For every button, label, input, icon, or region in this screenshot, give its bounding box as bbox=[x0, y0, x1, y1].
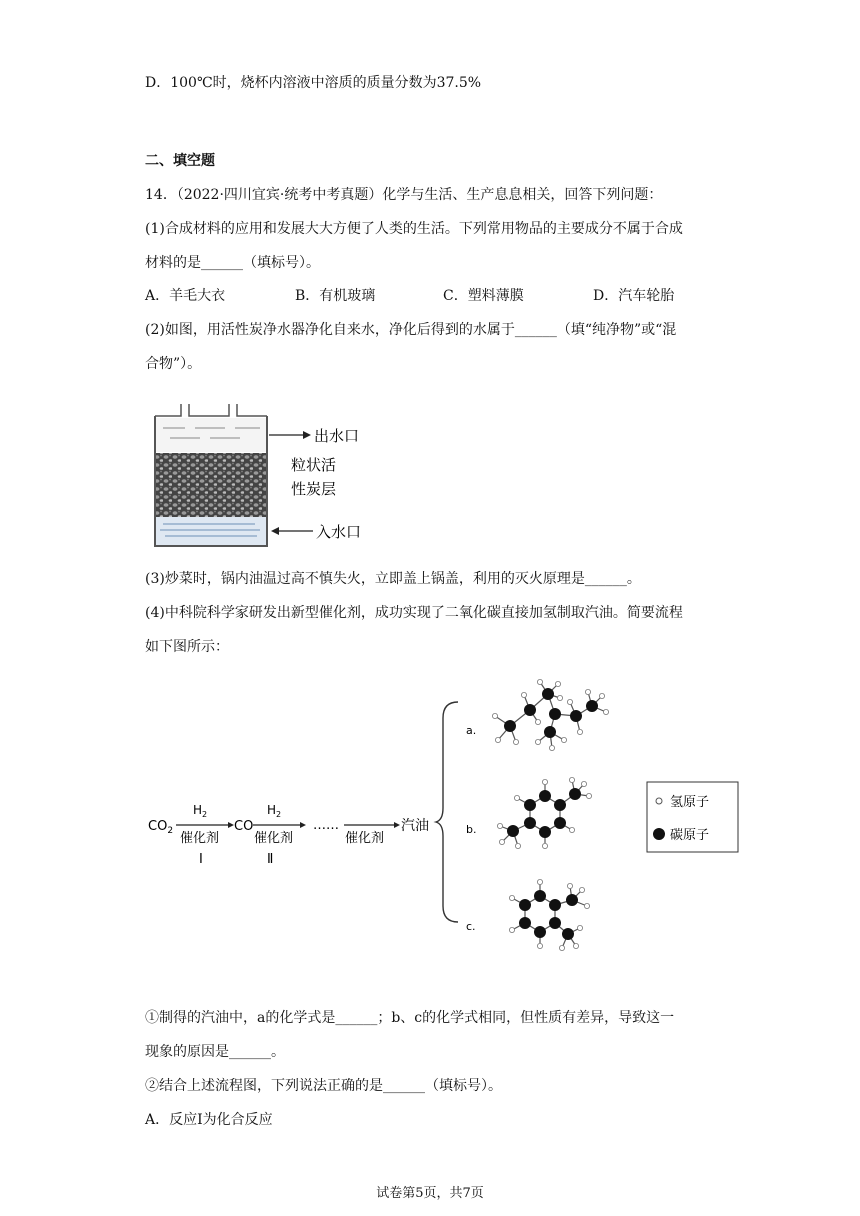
part2-line1: (2)如图，用活性炭净水器净化自来水，净化后得到的水属于______（填“纯净物”或“混 bbox=[145, 322, 677, 338]
carbon-label-line1: 粒状活 bbox=[291, 456, 337, 474]
sub1-line2: 现象的原因是______。 bbox=[145, 1044, 285, 1060]
molecule-c bbox=[512, 882, 587, 948]
legend-hydrogen: 氢原子 bbox=[670, 795, 710, 810]
part1-line2: 材料的是______（填标号）。 bbox=[145, 255, 320, 271]
atom-legend bbox=[647, 782, 738, 852]
molecule-c-label: c. bbox=[466, 920, 476, 933]
inlet-label: 入水口 bbox=[316, 523, 362, 541]
section-title: 二、填空题 bbox=[145, 153, 215, 169]
option-c: C．塑料薄膜 bbox=[443, 288, 524, 304]
part3: (3)炒菜时，锅内油温过高不慎失火，立即盖上锅盖，利用的灭火原理是______。 bbox=[145, 571, 641, 587]
option-d: D．汽车轮胎 bbox=[593, 288, 675, 304]
gasoline-flow-diagram bbox=[140, 670, 750, 990]
catalyst-label-2: 催化剂 bbox=[254, 831, 294, 846]
carbon-atom-icon bbox=[653, 828, 665, 840]
hydrogen-atom-icon bbox=[656, 798, 662, 804]
gasoline-label: 汽油 bbox=[401, 818, 429, 834]
part4-line1: (4)中科院科学家研发出新型催化剂，成功实现了二氧化碳直接加氢制取汽油。简要流程 bbox=[145, 605, 683, 621]
option-a: A．羊毛大衣 bbox=[145, 288, 226, 304]
outlet-label: 出水口 bbox=[314, 427, 360, 445]
step-label-1: Ⅰ bbox=[199, 852, 203, 867]
sub2: ②结合上述流程图，下列说法正确的是______（填标号）。 bbox=[145, 1078, 502, 1094]
part2-line2: 合物”）。 bbox=[145, 356, 202, 372]
co-label: CO bbox=[234, 819, 254, 834]
previous-option-d: D．100℃时，烧杯内溶液中溶质的质量分数为37.5% bbox=[145, 75, 482, 91]
step-label-2: Ⅱ bbox=[267, 852, 274, 867]
molecule-a-label: a. bbox=[466, 724, 477, 737]
carbon-label-line2: 性炭层 bbox=[291, 480, 337, 498]
part4-line2: 如下图所示： bbox=[145, 639, 229, 655]
h2-label-2: $H_2$ bbox=[267, 803, 282, 819]
catalyst-label-1: 催化剂 bbox=[180, 831, 220, 846]
option-b: B．有机玻璃 bbox=[295, 288, 376, 304]
question-header: 14．（2022·四川宜宾·统考中考真题）化学与生活、生产息息相关，回答下列问题： bbox=[145, 187, 663, 203]
ellipsis: …… bbox=[313, 818, 339, 833]
part1-line1: (1)合成材料的应用和发展大大方便了人类的生活。下列常用物品的主要成分不属于合成 bbox=[145, 221, 683, 237]
page-footer: 试卷第5页，共7页 bbox=[376, 1186, 484, 1201]
water-filter-diagram bbox=[145, 398, 405, 558]
h2-label-1: $H_2$ bbox=[193, 803, 208, 819]
sub2-option-a: A．反应Ⅰ为化合反应 bbox=[145, 1112, 273, 1128]
sub1-line1: ①制得的汽油中，a的化学式是______；b、c的化学式相同，但性质有差异，导致这一 bbox=[145, 1010, 675, 1026]
co2-label: $CO_2$ bbox=[148, 819, 174, 836]
molecule-b-label: b. bbox=[466, 823, 477, 836]
catalyst-label-3: 催化剂 bbox=[345, 831, 385, 846]
legend-carbon: 碳原子 bbox=[670, 828, 710, 843]
